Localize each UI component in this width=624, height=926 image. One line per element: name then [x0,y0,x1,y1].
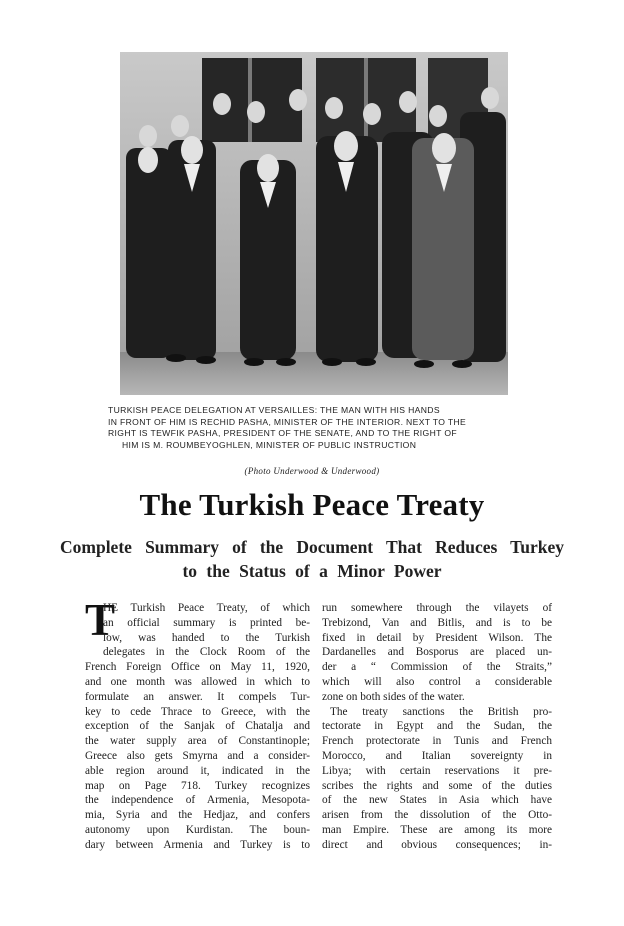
text-line: key to cede Thrace to Greece, with the [85,705,310,718]
text-line: able region around it, indicated in the [85,764,310,777]
text-line: of the new States in Asia which have [322,794,552,807]
text-line: direct and obvious consequences; in- [322,838,552,851]
text-line: run somewhere through the vilayets of [322,602,552,614]
text-line: Dardanelles and Bosporus are placed un- [322,646,552,659]
photo-credit: (Photo Underwood & Underwood) [244,466,380,476]
drop-cap: T [85,595,116,645]
article-subtitle-line-2: to the Status of a Minor Power [182,561,442,581]
delegation-photograph [120,52,508,395]
caption-line: IN FRONT OF HIM IS RECHID PASHA, MINISTER OF THE INTERIOR. NEXT TO THE [108,416,467,427]
text-line: tectorate in Egypt and the Sudan, the [322,720,552,733]
text-line: arisen from the dissolution of the Otto- [322,809,552,822]
photo-caption [108,405,528,451]
text-line: exception of the Sanjak of Chatalja and [85,720,310,733]
text-line: autonomy upon Kurdistan. The boun- [85,823,310,836]
text-line: delegates in the Clock Room of the [103,646,310,659]
text-line: mia, Syria and the Hedjaz, and confers [85,809,310,822]
text-line: fixed in detail by President Wilson. The [322,631,552,644]
text-line: French protectorate in Tunis and French [322,735,552,748]
group-photograph-icon [120,52,508,395]
text-line: Greece also gets Smyrna and a consider- [85,749,310,762]
text-line: scribes the rights and some of the duties [322,779,552,792]
article-subtitle-line-1: Complete Summary of the Document That Reduces Turkey [60,537,564,557]
text-line: and one month was allowed in which to [85,675,310,688]
article-title: The Turkish Peace Treaty [139,487,485,522]
text-line: French Foreign Office on May 11, 1920, [85,661,310,674]
text-line: Libya; with certain reservations it pre- [322,764,552,777]
right-column [322,601,552,853]
text-line: an official summary is printed be- [103,616,310,629]
text-line: map on Page 718. Turkey recognizes [85,779,310,792]
text-line: der a “ Commission of the Straits,” [322,661,552,674]
text-line: formulate an answer. It compels Tur- [85,690,310,703]
text-line: which will also control a considerable [322,675,552,688]
text-line: Morocco, and Italian sovereignty in [322,749,552,762]
caption-line: TURKISH PEACE DELEGATION AT VERSAILLES: THE MAN WITH HIS HANDS [108,405,440,415]
text-line: The treaty sanctions the British pro- [330,705,552,718]
text-line: HE Turkish Peace Treaty, of which [103,602,310,614]
text-line: the independence of Armenia, Mesopota- [85,794,310,807]
text-line: Trebizond, Van and Bitlis, and is to be [322,616,552,629]
text-line: the water supply area of Constantinople; [85,735,310,748]
caption-line: RIGHT IS TEWFIK PASHA, PRESIDENT OF THE SENATE, AND TO THE RIGHT OF [108,428,457,438]
text-line: zone on both sides of the water. [322,690,465,703]
text-line: dary between Armenia and Turkey is to [85,838,310,851]
left-column [85,601,310,853]
text-line: low, was handed to the Turkish [103,631,310,644]
text-line: man Empire. These are among its more [322,823,552,836]
caption-line: HIM IS M. ROUMBEYOGHLEN, MINISTER OF PUBLIC INSTRUCTION [122,439,417,450]
